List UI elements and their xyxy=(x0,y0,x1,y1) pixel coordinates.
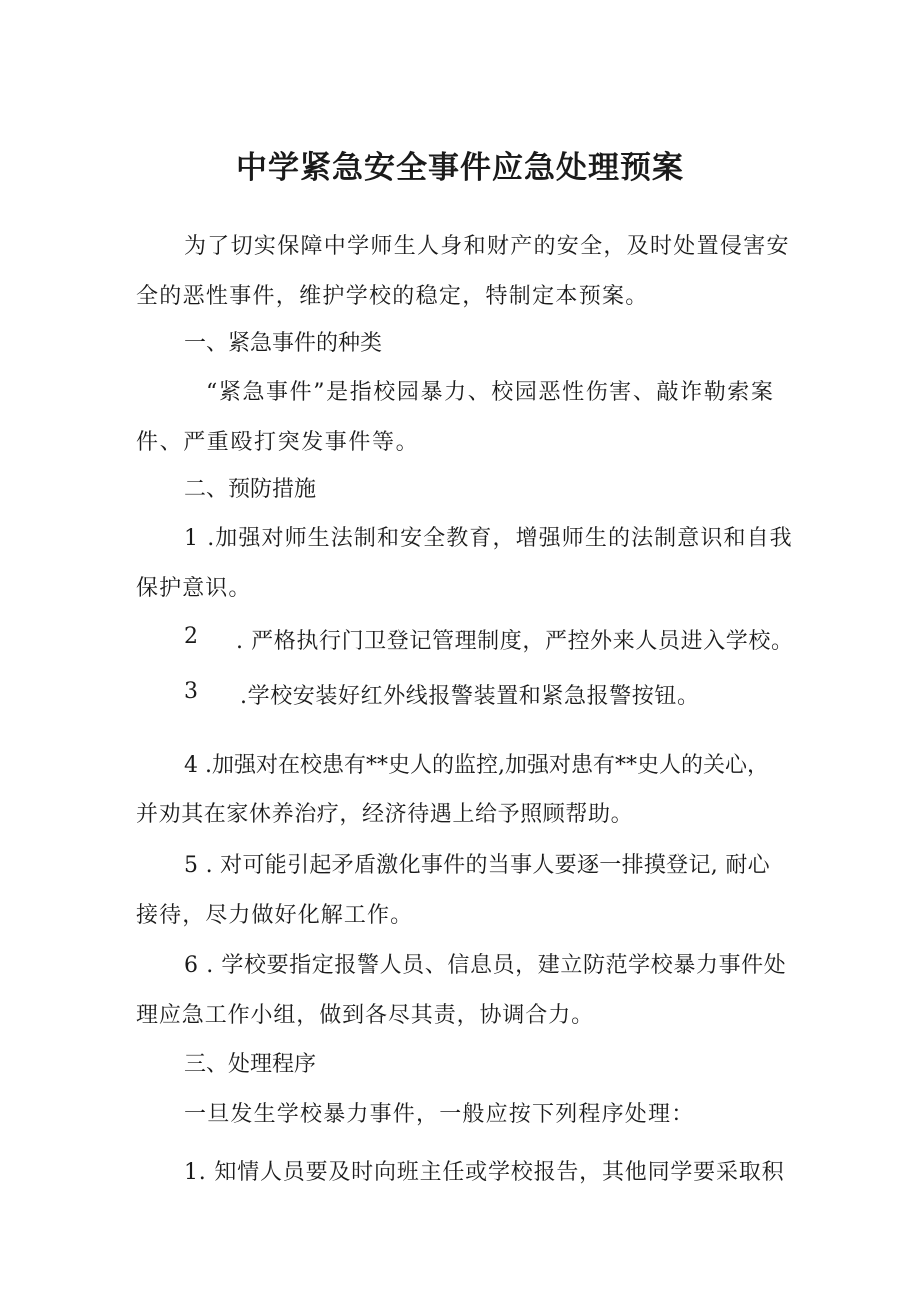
section-heading-procedure: 三、处理程序 xyxy=(184,1052,317,1077)
prevention-item-2-text: . 严格执行门卫登记管理制度，严控外来人员进入学校。 xyxy=(236,629,794,654)
prevention-item-4-line-2: 并劝其在家休养治疗，经济待遇上给予照顾帮助。 xyxy=(136,802,634,827)
prevention-item-6-line-1: 6 . 学校要指定报警人员、信息员，建立防范学校暴力事件处 xyxy=(184,953,787,978)
section1-line-2: 件、严重殴打突发事件等。 xyxy=(136,430,420,455)
prevention-item-3-number: 3 xyxy=(184,679,198,704)
prevention-item-4-line-1: 4 .加强对在校患有**史人的监控,加强对患有**史人的关心， xyxy=(184,753,769,778)
prevention-item-2-number: 2 xyxy=(184,624,198,649)
procedure-item-1-line-1: 1. 知情人员要及时向班主任或学校报告，其他同学要采取积 xyxy=(184,1160,785,1185)
procedure-intro-line: 一旦发生学校暴力事件，一般应按下列程序处理： xyxy=(184,1102,695,1127)
prevention-item-5-line-1: 5 . 对可能引起矛盾激化事件的当事人要逐一排摸登记, 耐心 xyxy=(184,853,770,878)
intro-line-2: 全的恶性事件，维护学校的稳定，特制定本预案。 xyxy=(136,284,649,309)
document-title: 中学紧急安全事件应急处理预案 xyxy=(236,150,684,186)
section1-line-1: “紧急事件”是指校园暴力、校园恶性伤害、敲诈勒索案 xyxy=(206,380,775,405)
intro-line-1: 为了切实保障中学师生人身和财产的安全，及时处置侵害安 xyxy=(184,234,790,259)
prevention-item-1-line-1: 1 .加强对师生法制和安全教育，增强师生的法制意识和自我 xyxy=(184,526,793,551)
section-heading-types: 一、紧急事件的种类 xyxy=(184,331,383,356)
prevention-item-6-line-2: 理应急工作小组，做到各尽其责，协调合力。 xyxy=(136,1003,595,1028)
prevention-item-3-text: .学校安装好红外线报警装置和紧急报警按钮。 xyxy=(240,684,700,709)
prevention-item-1-line-2: 保护意识。 xyxy=(136,576,252,601)
prevention-item-5-line-2: 接待，尽力做好化解工作。 xyxy=(136,903,414,928)
section-heading-prevention: 二、预防措施 xyxy=(184,477,317,502)
